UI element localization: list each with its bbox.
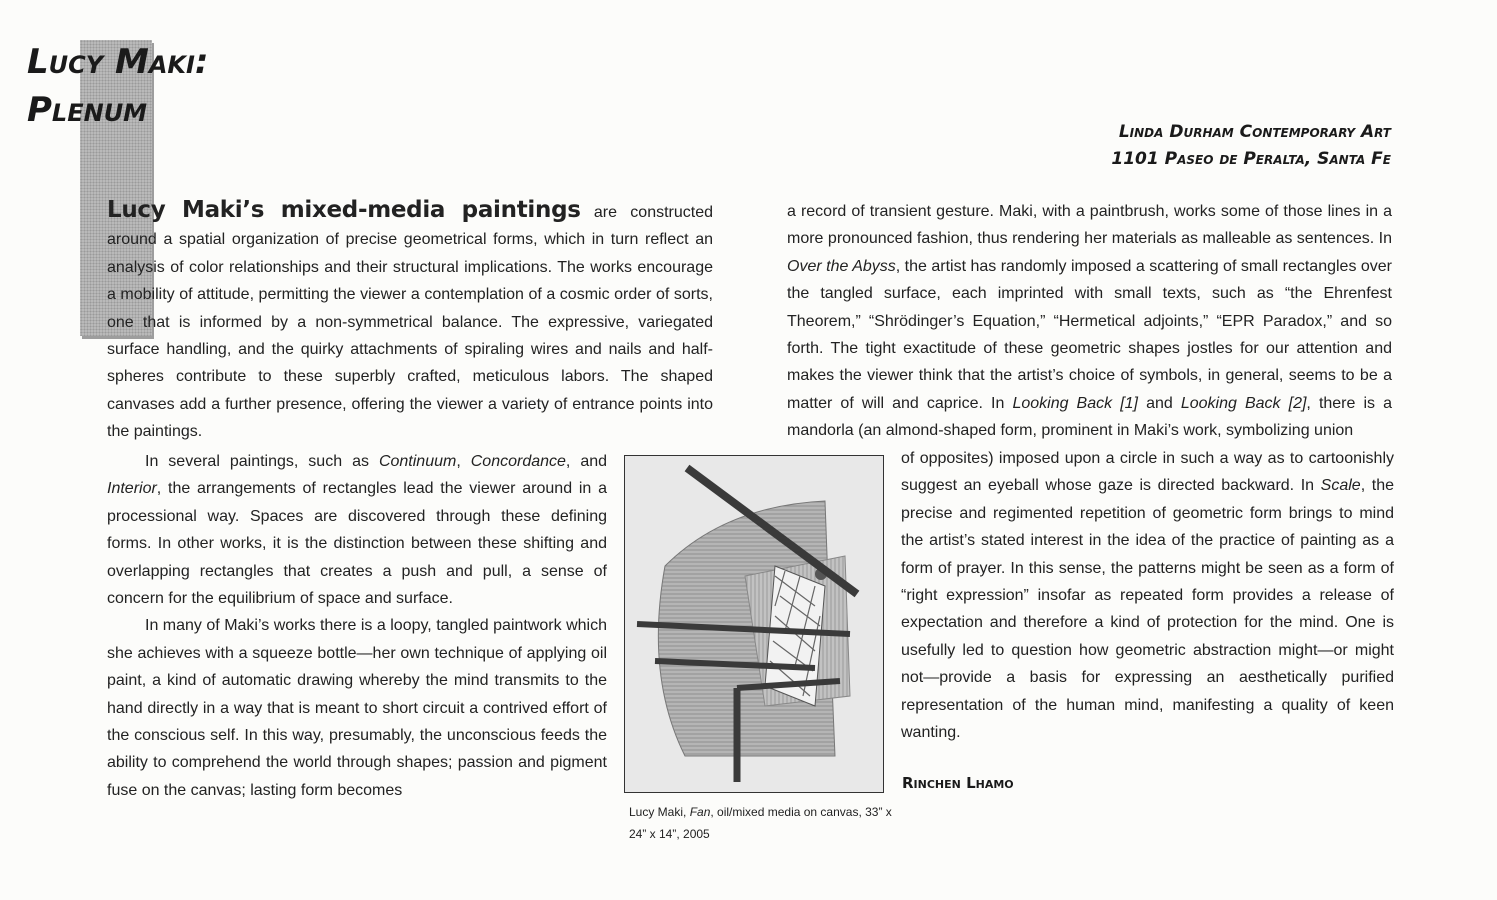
work-title-looking-back-2: Looking Back [2] [1180, 394, 1307, 412]
work-title-scale: Scale [1320, 477, 1361, 495]
paragraph-4-text-a: a record of transient gesture. Maki, with a paintbrush, works some of those lines in a more pronounced fashion, thus rendering her materials as malleable as sentences. In [787, 203, 1392, 248]
title-line-1: Lucy Maki: [27, 42, 209, 82]
work-title-looking-back-1: Looking Back [1] [1012, 394, 1138, 412]
artwork-image [624, 455, 884, 793]
work-title-concordance: Concordance [470, 453, 566, 470]
paragraph-4-text-d: , there is a mandorla (an almond-shaped form, prominent in Maki’s work, symbolizing union [787, 394, 1393, 440]
paragraph-2-text-c: , and [565, 453, 608, 470]
paragraph-2-text-d: , the arrangements of rectangles lead the viewer around in a processional way. Spaces are discovered through these defining forms. In other works, it is the distinction between these shifting and overlapping rectangles that creates a push and pull, a sense of concern for the equilibrium of space and surface. [107, 480, 607, 608]
paragraph-3: In many of Maki’s works there is a loopy, tangled paintwork which she achieves with a squeeze bottle—her own technique of applying oil paint, a kind of automatic drawing whereby the mind transmits to the hand directly in a way that is meant to short circuit a contrived effort of the conscious self. In this way, presumably, the unconscious feeds the ability to comprehend the world through shapes; passion and pigment fuse on the canvas; lasting form becomes [107, 617, 607, 799]
venue-name: Linda Durham Contemporary Art [1118, 122, 1391, 142]
column-2-bottom [901, 445, 1394, 746]
work-title-continuum: Continuum [378, 453, 457, 470]
paragraph-4-text-c: and [1138, 394, 1181, 412]
paragraph-4-cont-text-b: , the precise and regimented repetition of geometric form brings to mind the artist’s stated interest in the idea of the practice of painting as a form of prayer. In this sense, the patterns might be seen as a form of “right expression” insofar as repeated form provides a release of expectation and therefore a kind of protection for the mind. One is usefully led to question how geometric abstraction might—or might not—provide a basis for expressing an aesthetically purified representation of the human mind, manifesting a quality of keen wanting. [901, 477, 1394, 742]
artwork-caption [629, 801, 899, 845]
work-title-interior: Interior [107, 480, 157, 498]
article-title [27, 38, 209, 134]
column-1-top [107, 197, 713, 446]
paragraph-4-cont-text-a: of opposites) imposed upon a circle in such a way as to cartoonishly suggest an eyeball whose gaze is directed backward. In [901, 450, 1394, 495]
paragraph-4-text-b: , the artist has randomly imposed a scattering of small rectangles over the tangled surface, each imprinted with small texts, such as “the Ehrenfest Theorem,” “Shrödinger’s Equation,” “Hermetical adjoints,” “EPR Paradox,” and so forth. The tight exactitude of these geometric shapes jostles for our attention and makes the viewer think that the artist’s choice of symbols, in general, seems to be a matter of will and caprice. In [787, 257, 1393, 412]
paragraph-2 [107, 448, 607, 612]
paragraph-4 [787, 198, 1392, 445]
lead-phrase: Lucy Maki’s mixed-media paintings [107, 197, 581, 223]
column-1-bottom [107, 448, 607, 804]
artwork-fan-illustration [625, 456, 883, 792]
author-byline: Rinchen Lhamo [902, 774, 1014, 792]
venue-block [1111, 119, 1391, 173]
paragraph-4-continued [901, 445, 1394, 746]
venue-address: 1101 Paseo de Peralta, Santa Fe [1111, 149, 1391, 169]
paragraph-2-text-b: , [456, 453, 471, 470]
title-line-2: Plenum [27, 90, 148, 130]
caption-details: , oil/mixed media on canvas, 33” x 24” x 14”, 2005 [629, 805, 892, 841]
paragraph-2-text-a: In several paintings, such as [145, 453, 379, 470]
work-title-over-the-abyss: Over the Abyss [787, 257, 896, 275]
paragraph-1-text: are constructed around a spatial organization of precise geometrical forms, which in turn reflect an analysis of color relationships and their structural implications. The works encourage a mobility of attitude, permitting the viewer a contemplation of a cosmic order of sorts, one that is informed by a non-symmetrical balance. The expressive, variegated surface handling, and the quirky attachments of spiraling wires and nails and half-spheres contribute to these superbly crafted, meticulous labors. The shaped canvases add a further presence, offering the viewer a variety of entrance points into the paintings. [107, 204, 714, 441]
column-2-top [787, 198, 1392, 445]
caption-title: Fan [689, 805, 711, 819]
paragraph-1 [107, 197, 713, 446]
caption-artist: Lucy Maki, [629, 805, 690, 819]
